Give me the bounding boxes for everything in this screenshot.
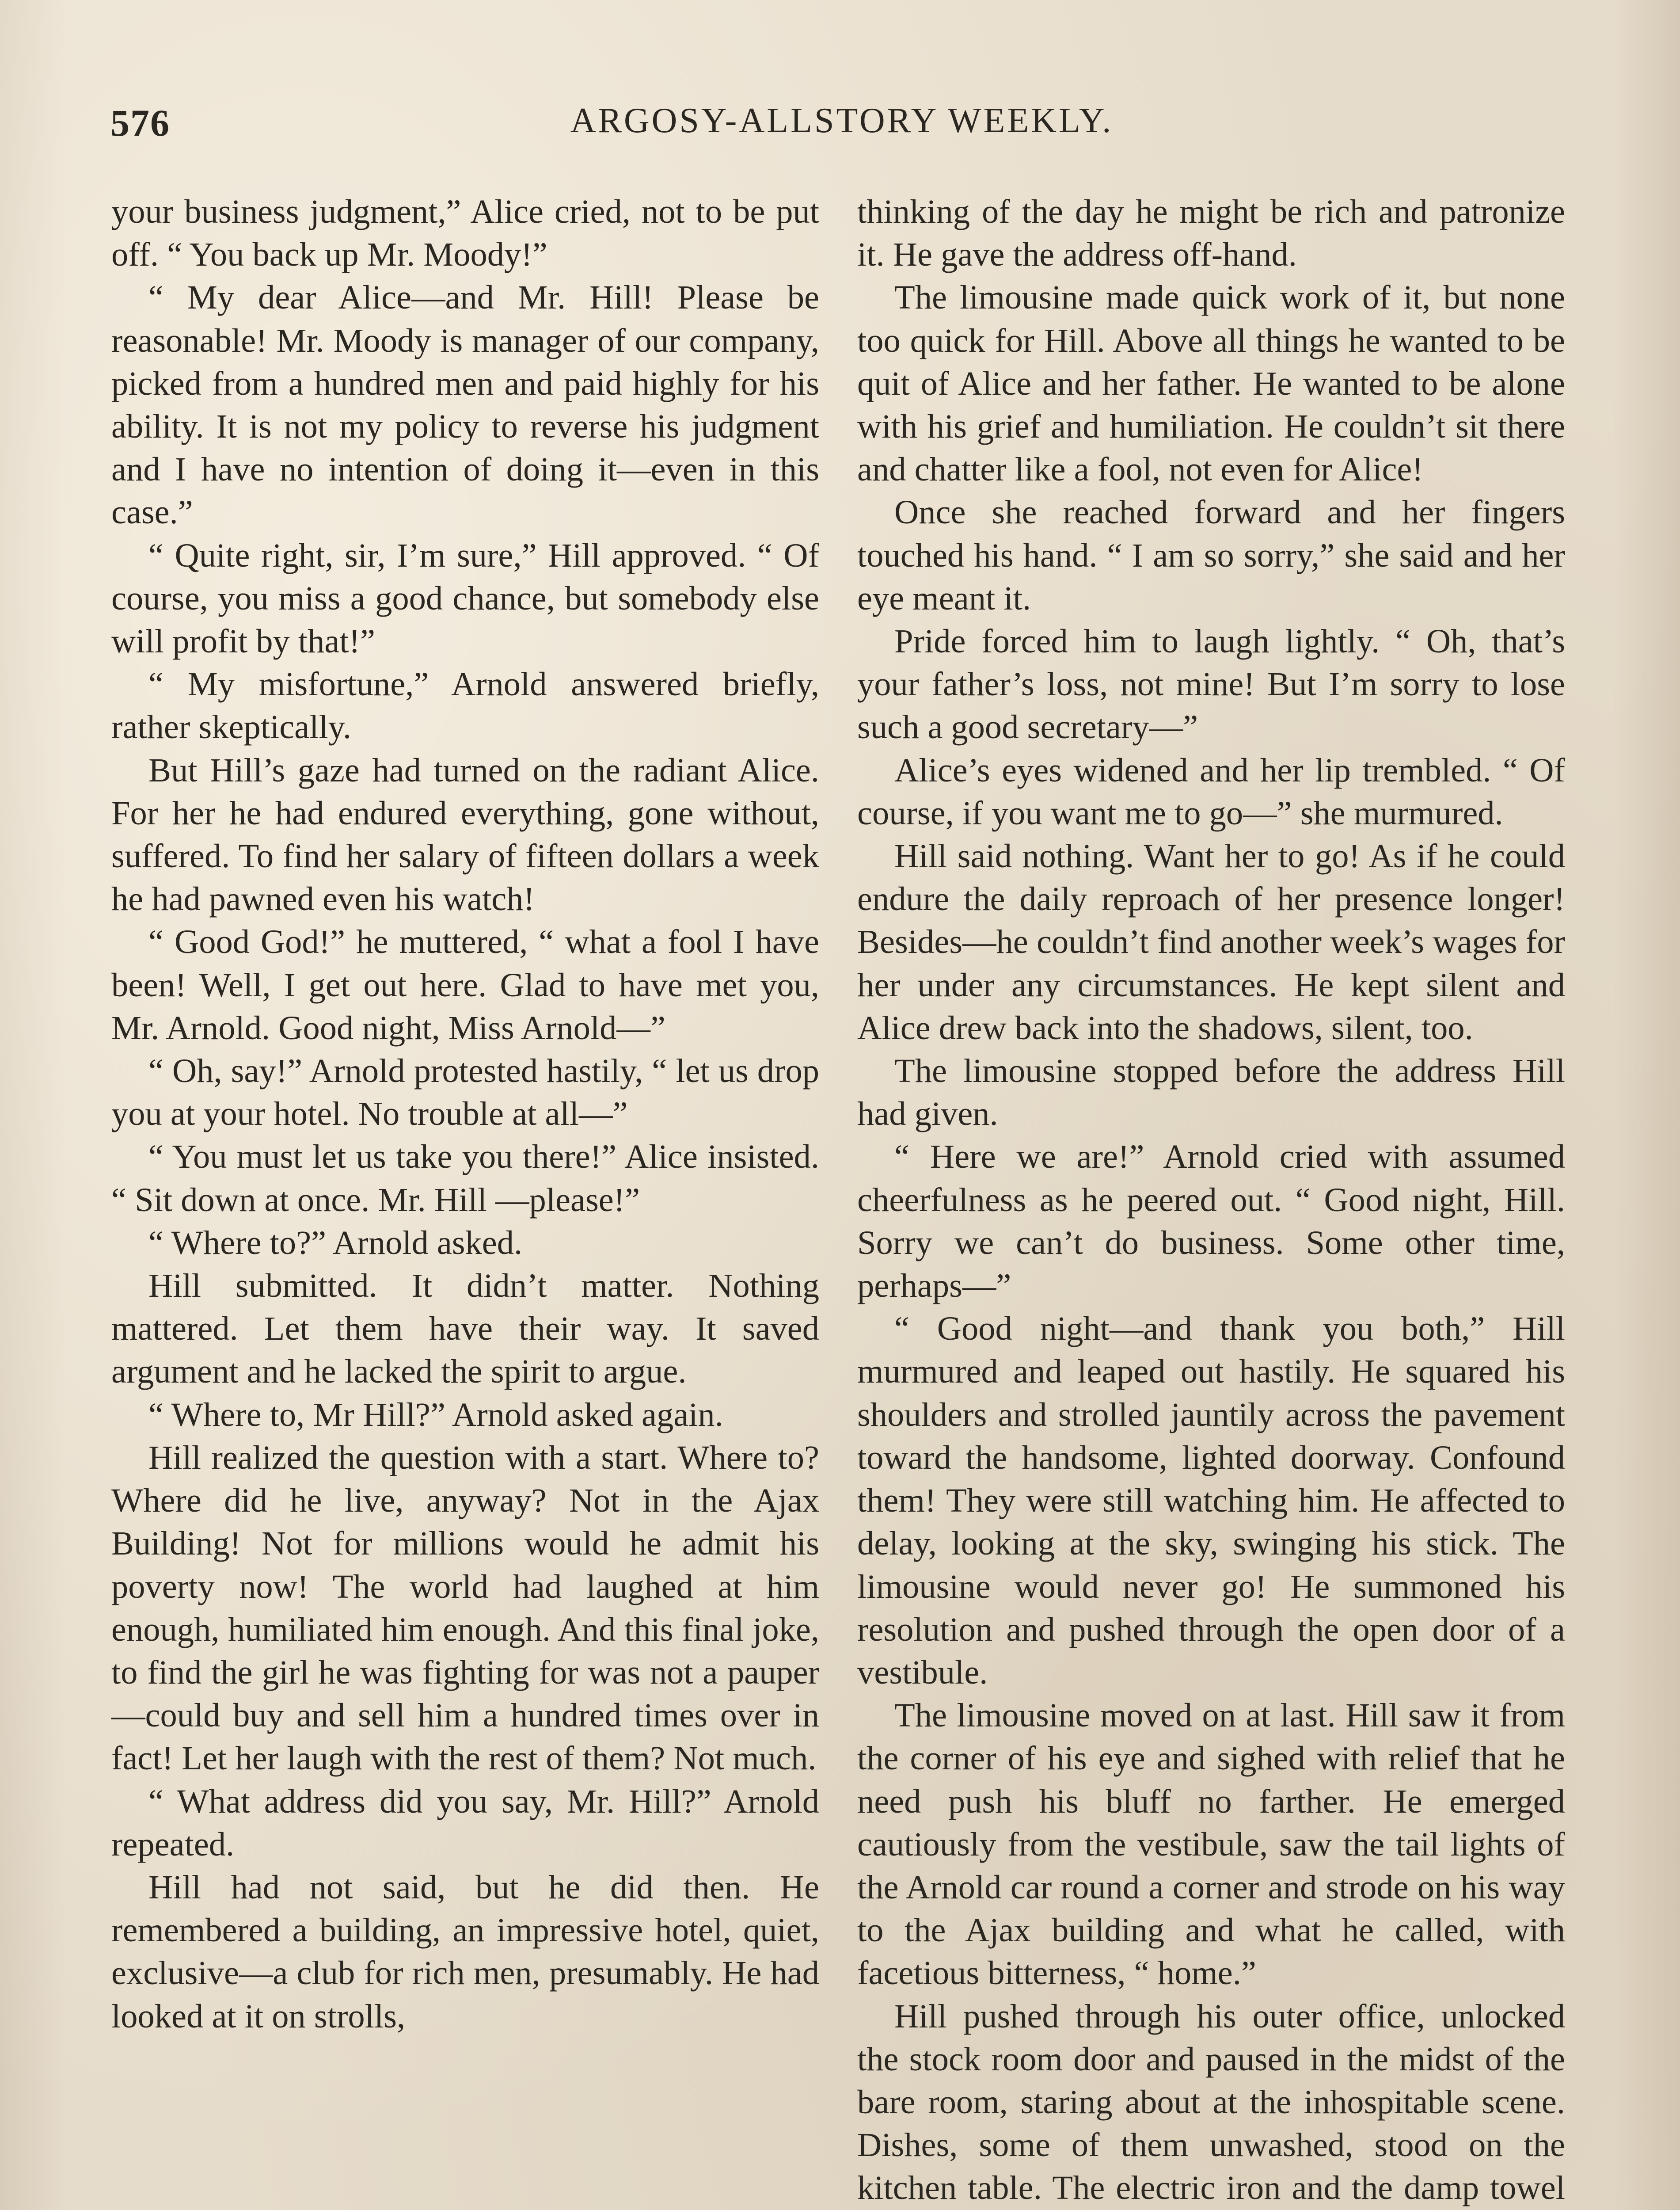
journal-title: ARGOSY-ALLSTORY WEEKLY. xyxy=(570,101,1114,140)
paragraph: Hill had not said, but he did then. He remembered a building, an impressive hotel, quiet, exclusive—a club for rich men, presumably. He had looked at it on strolls, xyxy=(111,1868,819,2035)
paragraph: “ Where to?” Arnold asked. xyxy=(148,1223,523,1261)
left-column xyxy=(111,190,819,2038)
paragraph: The limousine made quick work of it, but none too quick for Hill. Above all things he wanted to be quit of Alice and her father. He wanted to be alone with his grief and humiliation. He couldn’t sit there and chatter like a fool, not even for Alice! xyxy=(857,278,1565,488)
paragraph: your business judgment,” Alice cried, not to be put off. “ You back up Mr. Moody!” xyxy=(111,193,819,274)
paragraph: Hill realized the question with a start. Where to? Where did he live, anyway? Not in the Ajax Building! Not for millions would he admit his poverty now! The world had laughed at him enough, humiliated him enough. And this final joke, to find the girl he was fighting for was not a pauper—could buy and sell him a hundred times over in fact! Let her laugh with the rest of them? Not much. xyxy=(111,1438,819,1777)
paragraph: Once she reached forward and her fingers touched his hand. “ I am so sorry,” she said and her eye meant it. xyxy=(857,493,1565,617)
paragraph: “ What address did you say, Mr. Hill?” Arnold repeated. xyxy=(111,1782,819,1863)
paragraph: “ Here we are!” Arnold cried with assumed cheerfulness as he peered out. “ Good night, Hill. Sorry we can’t do business. Some other time, perhaps—” xyxy=(857,1138,1565,1305)
paragraph: “ Good God!” he muttered, “ what a fool I have been! Well, I get out here. Glad to have met you, Mr. Arnold. Good night, Miss Arnold—” xyxy=(111,923,819,1047)
paragraph: The limousine moved on at last. Hill saw it from the corner of his eye and sighed with relief that he need push his bluff no farther. He emerged cautiously from the vestibule, saw the tail lights of the Arnold car round a corner and strode on his way to the Ajax building and what he called, with facetious bitterness, “ home.” xyxy=(857,1696,1565,1992)
paragraph: thinking of the day he might be rich and patronize it. He gave the address off-hand. xyxy=(857,193,1565,274)
paragraph: “ My misfortune,” Arnold answered briefly, rather skeptically. xyxy=(111,665,819,746)
running-head xyxy=(110,101,1573,154)
page-number: 576 xyxy=(110,102,170,144)
paragraph: “ Quite right, sir, I’m sure,” Hill approved. “ Of course, you miss a good chance, but somebody else will profit by that!” xyxy=(111,536,819,660)
paragraph: “ Good night—and thank you both,” Hill murmured and leaped out hastily. He squared his shoulders and strolled jauntily across the pavement toward the handsome, lighted doorway. Confound them! They were still watching him. He affected to delay, looking at the sky, swinging his stick. The limousine would never go! He summoned his resolution and pushed through the open door of a vestibule. xyxy=(857,1310,1565,1691)
paragraph: “ Where to, Mr Hill?” Arnold asked again. xyxy=(148,1395,723,1433)
paragraph: The limousine stopped before the address Hill had given. xyxy=(857,1052,1565,1133)
paragraph: Alice’s eyes widened and her lip trembled. “ Of course, if you want me to go—” she murmured. xyxy=(857,751,1565,832)
right-column xyxy=(857,190,1565,2210)
paragraph: “ You must let us take you there!” Alice insisted. “ Sit down at once. Mr. Hill —please!” xyxy=(111,1138,819,1219)
paragraph: Hill submitted. It didn’t matter. Nothing mattered. Let them have their way. It saved argument and he lacked the spirit to argue. xyxy=(111,1267,819,1391)
paragraph: Pride forced him to laugh lightly. “ Oh, that’s your father’s loss, not mine! But I’m sorry to lose such a good secretary—” xyxy=(857,622,1565,746)
paragraph: Hill said nothing. Want her to go! As if he could endure the daily reproach of her presence longer! Besides—he couldn’t find another week’s wages for her under any circumstances. He kept silent and Alice drew back into the shadows, silent, too. xyxy=(857,837,1565,1047)
paragraph: But Hill’s gaze had turned on the radiant Alice. For her he had endured everything, gone without, suffered. To find her salary of fifteen dollars a week he had pawned even his watch! xyxy=(111,751,819,918)
paragraph: “ Oh, say!” Arnold protested hastily, “ let us drop you at your hotel. No trouble at all—” xyxy=(111,1052,819,1133)
paragraph: “ My dear Alice—and Mr. Hill! Please be reasonable! Mr. Moody is manager of our company, picked from a hundred men and paid highly for his ability. It is not my policy to reverse his judgment and I have no intention of doing it—even in this case.” xyxy=(111,278,819,531)
paragraph: Hill pushed through his outer office, unlocked the stock room door and paused in the midst of the bare room, staring about at the inhospitable scene. Dishes, some of them unwashed, stood on the kitchen table. The electric iron and the damp towel xyxy=(857,1997,1565,2207)
